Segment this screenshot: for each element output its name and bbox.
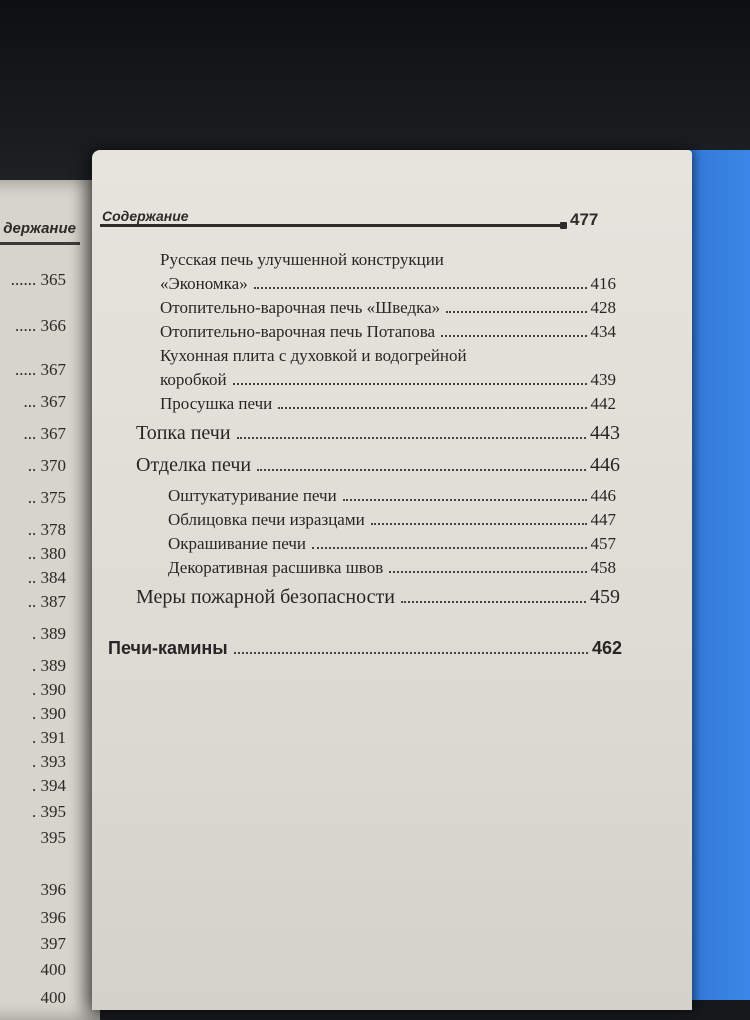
toc-page-number: 462: [591, 638, 622, 658]
leader-dots: [234, 651, 588, 654]
leader-dots: [371, 522, 587, 525]
page-number: 477: [570, 210, 599, 229]
toc-page-number: 458: [590, 558, 616, 577]
toc-entry-label: Отопительно-варочная печь Потапова: [160, 322, 436, 341]
content-page: [92, 150, 692, 1010]
left-page: [0, 180, 100, 1020]
left-page-number: .. 375: [27, 488, 66, 507]
toc-entry-label: «Экономка»: [160, 274, 248, 293]
leader-dots: [446, 310, 586, 313]
toc-page-number: 434: [590, 322, 616, 341]
leader-dots: [237, 436, 586, 439]
left-page-number: . 389: [32, 656, 66, 675]
leader-dots: [389, 570, 586, 573]
toc-page-number: 446: [590, 454, 620, 476]
header-rule-dot: [560, 222, 567, 229]
toc-entry[interactable]: [136, 454, 620, 477]
toc-page-number: 446: [590, 486, 616, 505]
toc-page-number: 442: [590, 394, 616, 413]
leader-dots: [441, 334, 586, 337]
toc-entry-label: Окрашивание печи: [168, 534, 306, 553]
toc-entry[interactable]: [160, 394, 616, 414]
toc-page-number: 416: [590, 274, 616, 293]
toc-page-number: 428: [590, 298, 616, 317]
left-page-number: 400: [40, 960, 66, 979]
left-page-number: 396: [40, 908, 66, 927]
leader-dots: [343, 498, 587, 501]
left-page-header: держание: [3, 220, 76, 237]
leader-dots: [233, 382, 587, 385]
left-page-number: ...... 365: [10, 270, 66, 289]
toc-entry[interactable]: [160, 322, 616, 342]
leader-dots: [278, 406, 586, 409]
left-page-number: . 394: [32, 776, 66, 795]
left-page-number: . 389: [32, 624, 66, 643]
left-page-number: . 390: [32, 680, 66, 699]
left-page-number: .. 378: [27, 520, 66, 539]
toc-entry-label: Просушка печи: [160, 394, 273, 413]
header-rule: [100, 224, 563, 227]
left-page-number: . 395: [32, 802, 66, 821]
toc-page-number: 447: [590, 510, 616, 529]
left-page-number: . 393: [32, 752, 66, 771]
leader-dots: [254, 286, 587, 289]
toc-entry-label: Печи-камины: [108, 638, 228, 658]
left-page-number: 396: [40, 880, 66, 899]
leader-dots: [401, 600, 586, 603]
toc-chapter-entry[interactable]: [108, 638, 622, 659]
left-page-number: ..... 366: [15, 316, 66, 335]
toc-entry[interactable]: [168, 486, 616, 506]
toc-entry-label: Меры пожарной безопасности: [136, 586, 395, 608]
toc-entry[interactable]: [160, 298, 616, 318]
left-page-number: .. 380: [27, 544, 66, 563]
left-page-number: .. 387: [27, 592, 66, 611]
toc-page-number: 439: [590, 370, 616, 389]
left-page-number: ..... 367: [15, 360, 66, 379]
left-page-number: ... 367: [23, 424, 66, 443]
left-page-number: 400: [40, 988, 66, 1007]
toc-page-number: 459: [590, 586, 620, 608]
toc-entry[interactable]: [136, 422, 620, 445]
leader-dots: [312, 546, 587, 549]
left-header-rule: [0, 242, 80, 245]
toc-entry[interactable]: [136, 586, 620, 609]
toc-entry[interactable]: [160, 274, 616, 294]
left-page-number: .. 370: [27, 456, 66, 475]
toc-entry-label: Оштукатуривание печи: [168, 486, 337, 505]
toc-entry-label: Топка печи: [136, 422, 231, 444]
left-page-number: . 391: [32, 728, 66, 747]
toc-page-number: 457: [590, 534, 616, 553]
toc-entry[interactable]: [160, 370, 616, 390]
toc-entry[interactable]: [168, 558, 616, 578]
toc-entry-label: Облицовка печи изразцами: [168, 510, 365, 529]
toc-entry-label: Отопительно-варочная печь «Шведка»: [160, 298, 441, 317]
toc-entry-label: коробкой: [160, 370, 227, 389]
leader-dots: [257, 468, 586, 471]
toc-entry-label: Русская печь улучшенной конструкции: [160, 250, 444, 269]
left-page-number: ... 367: [23, 392, 66, 411]
toc-entry-label: Отделка печи: [136, 454, 252, 476]
left-page-number: .. 384: [27, 568, 66, 587]
left-page-number: . 390: [32, 704, 66, 723]
left-page-number: 397: [40, 934, 66, 953]
left-page-number: 395: [40, 828, 66, 847]
toc-entry[interactable]: [168, 510, 616, 530]
toc-entry-label: Кухонная плита с духовкой и водогрейной: [160, 346, 467, 365]
toc-entry-label: Декоративная расшивка швов: [168, 558, 384, 577]
toc-entry[interactable]: [168, 534, 616, 554]
page-header: Содержание: [102, 208, 189, 224]
toc-page-number: 443: [590, 422, 620, 444]
